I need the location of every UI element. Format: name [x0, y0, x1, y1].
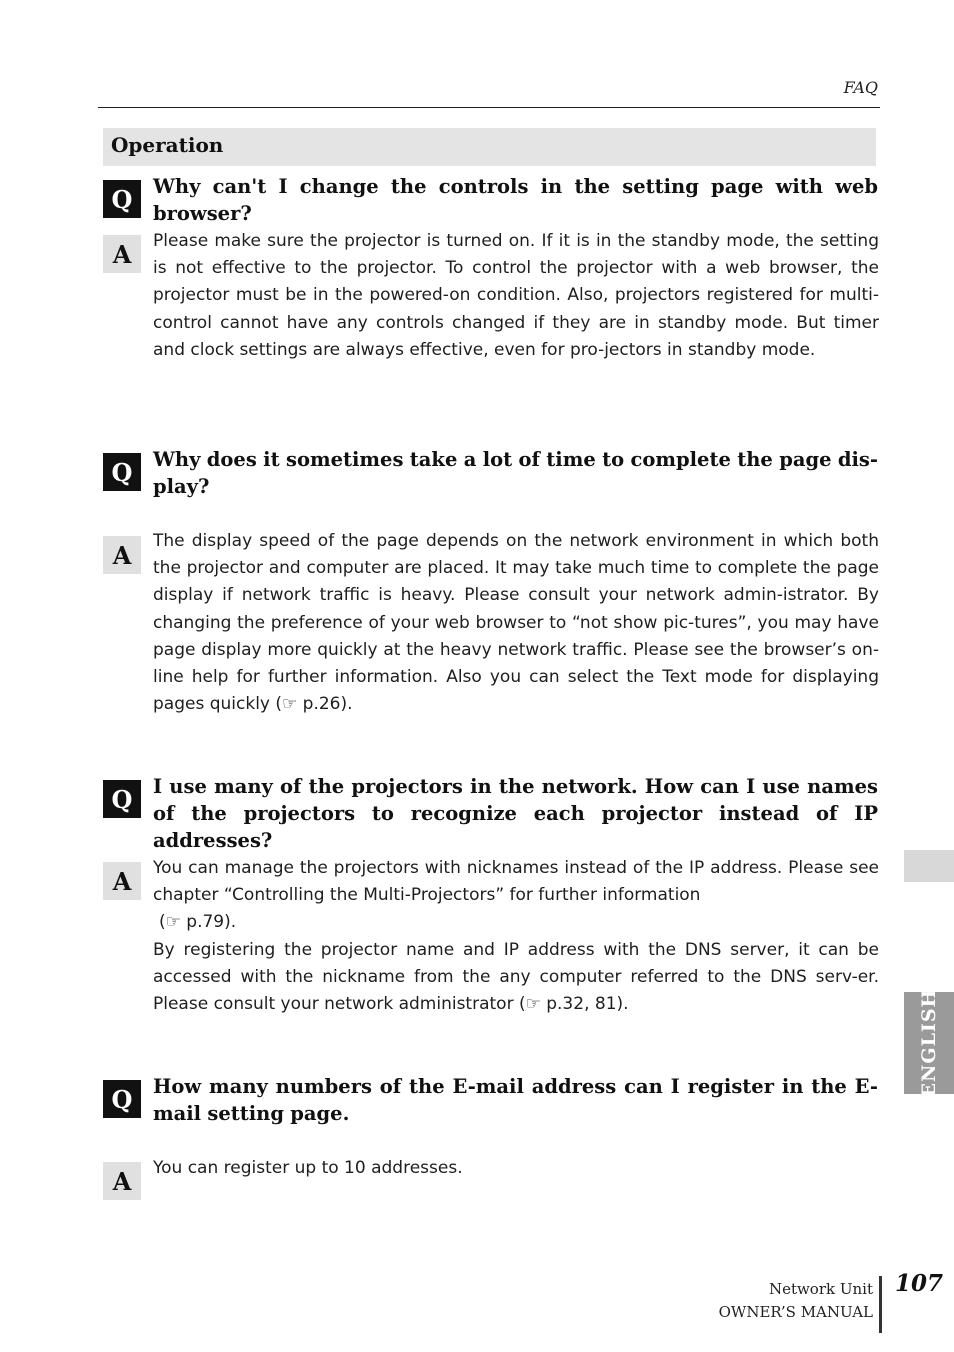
header-rule [98, 107, 880, 108]
language-side-tab [904, 988, 954, 1098]
answer-paragraph: By registering the projector name and IP address with the DNS server, it can be accessed with the nickname from the any computer referred to the DNS serv-er. Please consult your network administrator (☞ p.32, 81). [153, 939, 879, 1015]
question-badge: Q [103, 453, 141, 491]
page-number: 107 [895, 1270, 944, 1297]
faq-answer-2 [153, 528, 879, 718]
answer-badge: A [103, 235, 141, 273]
faq-question-2: Why does it sometimes take a lot of time to complete the page dis-play? [153, 448, 878, 498]
question-badge: Q [103, 780, 141, 818]
answer-paragraph: You can manage the projectors with nicknames instead of the IP address. Please see chapter “Controlling the Multi-Projectors” for further information [153, 858, 879, 906]
language-tab-label: ENGLISH [918, 988, 940, 1098]
answer-paragraph: You can register up to 10 addresses. [153, 1158, 463, 1178]
question-badge: Q [103, 1080, 141, 1118]
faq-answer-3 [153, 855, 879, 1018]
footer-line-1: Network Unit [768, 1280, 873, 1298]
answer-paragraph: Please make sure the projector is turned on. If it is in the standby mode, the setting is not effective to the projector. To control the projector with a web browser, the projector must be in the powered-on condition. Also, projectors registered for multi-control cannot have any controls changed if they are in standby mode. But timer and clock settings are always effective, even for pro-jectors in standby mode. [153, 231, 879, 360]
running-header: FAQ [843, 78, 878, 97]
answer-page-reference: (☞ p.79). [159, 912, 237, 933]
question-badge: Q [103, 180, 141, 218]
answer-badge: A [103, 536, 141, 574]
answer-badge: A [103, 862, 141, 900]
footer-rule [879, 1276, 882, 1333]
footer-manual-title [719, 1278, 873, 1324]
faq-question-1: Why can't I change the controls in the setting page with web browser? [153, 175, 878, 225]
answer-paragraph: The display speed of the page depends on the network environment in which both the projector and computer are placed. It may take much time to complete the page display if network traffic is heavy. Please consult your network admin-istrator. By changing the preference of your web browser to “not show pic-tures”, you may have page display more quickly at the heavy network traffic. Please see the browser’s on-line help for further information. Also you can select the Text mode for displaying pages quickly (☞ p.26). [153, 531, 879, 715]
faq-answer-1 [153, 228, 879, 364]
faq-question-3: I use many of the projectors in the network. How can I use names of the projectors to recognize each projector instead of IP addresses? [153, 775, 878, 852]
side-gray-marker [904, 850, 954, 882]
section-title: Operation [111, 133, 224, 157]
faq-answer-4 [153, 1155, 879, 1182]
faq-question-4: How many numbers of the E-mail address can I register in the E-mail setting page. [153, 1075, 878, 1125]
answer-badge: A [103, 1162, 141, 1200]
footer-line-2: OWNER’S MANUAL [718, 1303, 873, 1321]
section-heading-bar [103, 128, 876, 166]
